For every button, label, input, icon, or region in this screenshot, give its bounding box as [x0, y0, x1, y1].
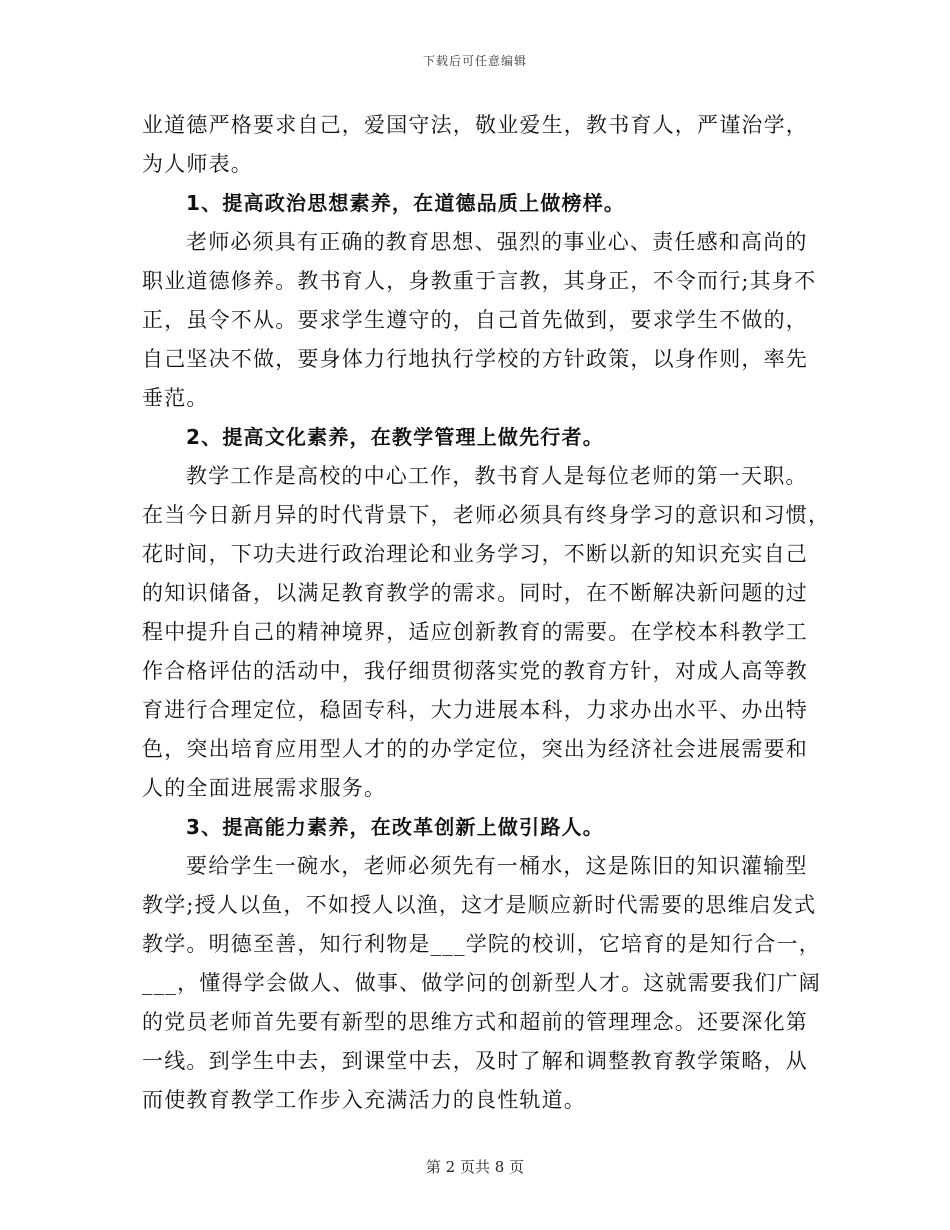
- body-line: 自己坚决不做，要身体力行地执行学校的方针政策，以身作则，率先: [142, 347, 808, 371]
- document-body: [142, 106, 831, 1120]
- section-heading-2: 2、提高文化素养，在教学管理上做先行者。: [186, 425, 604, 449]
- body-line: 正，虽令不从。要求学生遵守的，自己首先做到，要求学生不做的，: [142, 308, 808, 332]
- body-line: 花时间，下功夫进行政治理论和业务学习，不断以新的知识充实自己: [142, 542, 808, 566]
- body-line: 职业道德修养。教书育人，身教重于言教，其身正，不令而行;其身不: [142, 269, 817, 293]
- body-line: 一线。到学生中去，到课堂中去，及时了解和调整教育教学策略，从: [142, 1049, 808, 1073]
- body-line: 为人师表。: [142, 152, 253, 176]
- body-line: 教学。明德至善，知行利物是___学院的校训，它培育的是知行合一，: [142, 932, 821, 956]
- section-heading-1: 1、提高政治思想素养，在道德品质上做榜样。: [186, 191, 626, 215]
- body-line: 老师必须具有正确的教育思想、强烈的事业心、责任感和高尚的: [186, 230, 808, 254]
- body-line: 的知识储备，以满足教育教学的需求。同时，在不断解决新问题的过: [142, 581, 808, 605]
- body-line: 要给学生一碗水，老师必须先有一桶水，这是陈旧的知识灌输型: [186, 854, 808, 878]
- body-line: 教学工作是高校的中心工作，教书育人是每位老师的第一天职。: [186, 464, 808, 488]
- body-line: 垂范。: [142, 386, 209, 410]
- body-line: 作合格评估的活动中，我仔细贯彻落实党的教育方针，对成人高等教: [142, 659, 808, 683]
- page-footer: 第 2 页共 8 页: [425, 1158, 525, 1176]
- body-line: 程中提升自己的精神境界，适应创新教育的需要。在学校本科教学工: [142, 620, 808, 644]
- body-line: 在当今日新月异的时代背景下，老师必须具有终身学习的意识和习惯，: [142, 503, 831, 527]
- body-line: ___，懂得学会做人、做事、做学问的创新型人才。这就需要我们广阔: [142, 971, 821, 995]
- page-header: 下载后可任意编辑: [422, 54, 527, 68]
- body-line: 教学;授人以鱼，不如授人以渔，这才是顺应新时代需要的思维启发式: [142, 893, 817, 917]
- body-line: 色，突出培育应用型人才的的办学定位，突出为经济社会进展需要和: [142, 737, 808, 761]
- body-line: 的党员老师首先要有新型的思维方式和超前的管理理念。还要深化第: [142, 1010, 808, 1034]
- body-line: 人的全面进展需求服务。: [142, 776, 387, 800]
- section-heading-3: 3、提高能力素养，在改革创新上做引路人。: [186, 815, 604, 839]
- body-line: 业道德严格要求自己，爱国守法，敬业爱生，教书育人，严谨治学，: [142, 113, 808, 137]
- body-line: 而使教育教学工作步入充满活力的良性轨道。: [142, 1088, 586, 1112]
- body-line: 育进行合理定位，稳固专科，大力进展本科，力求办出水平、办出特: [142, 698, 808, 722]
